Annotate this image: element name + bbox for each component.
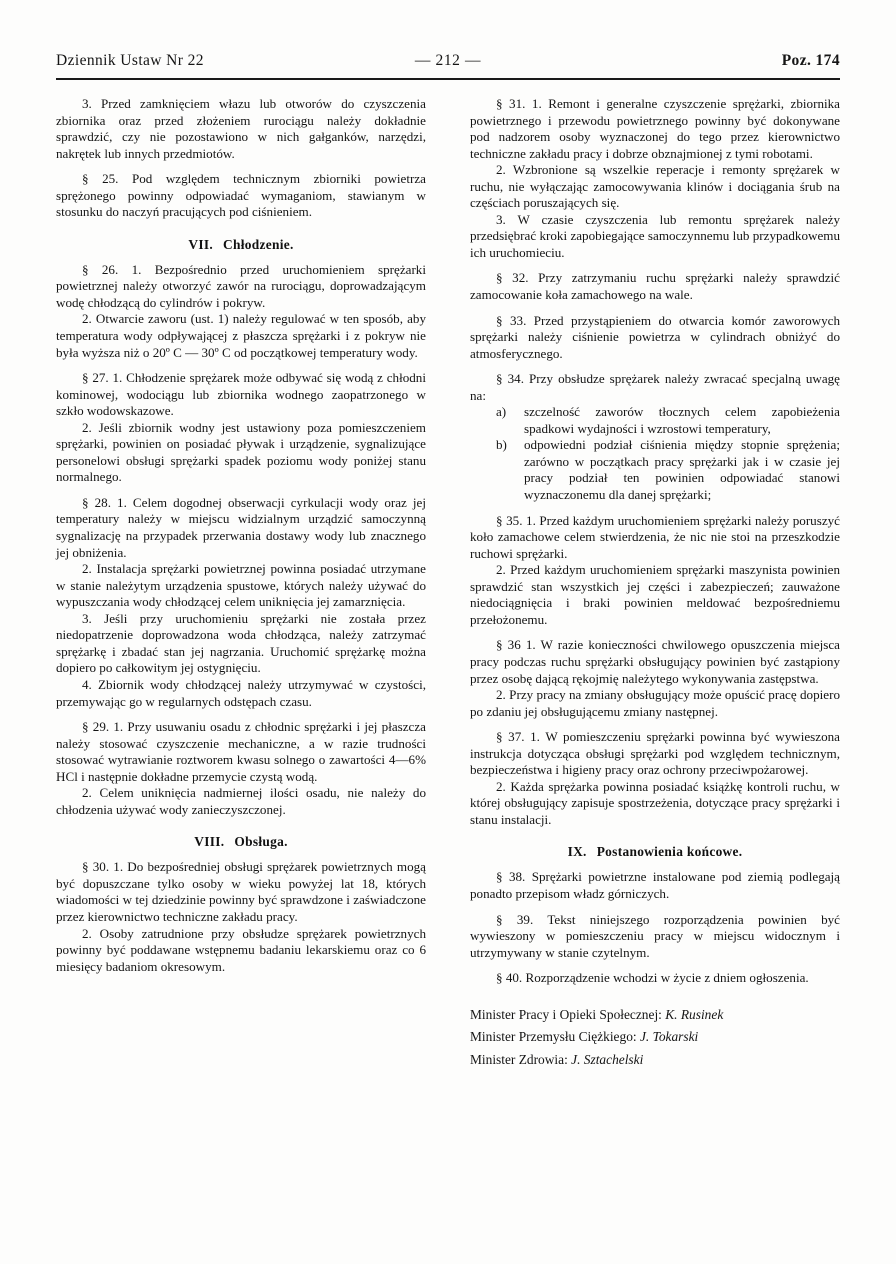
right-text-column: [470, 96, 840, 1071]
paragraph: § 28. 1. Celem dogodnej obserwacji cyrkulacji wody oraz jej temperatury należy w miejscu widzialnym urządzić samoczynną sygnalizację na przypadek przerwania dostawy wody lub znacznego jej obniżenia.: [56, 494, 426, 560]
gazette-title: Dziennik Ustaw Nr 22: [56, 52, 204, 69]
paragraph: § 39. Tekst niniejszego rozporządzenia powinien być wywieszony w pomieszczeniu pracy w miejscu widocznym i utrzymywany w stanie czytelnym.: [470, 911, 840, 960]
section-numeral: VIII.: [194, 834, 225, 850]
paragraph: 2. Instalacja sprężarki powietrznej powinna posiadać utrzymane w stanie należytym urządzenia spustowe, których należy używać do wypuszczania wody chłodzącej celem uniknięcia jej zamarznięcia.: [56, 561, 426, 610]
section-heading: [56, 833, 426, 850]
list-item: [496, 404, 840, 437]
paragraph: § 26. 1. Bezpośrednio przed uruchomieniem sprężarki powietrznej należy otworzyć zawór na rurociągu, doprowadzającym wodę chłodzącą do cylindrów i pokryw.: [56, 261, 426, 310]
list-item-text: odpowiedni podział ciśnienia między stopnie sprężenia; zarówno w początkach pracy sprężarki jak i w czasie jej pracy podział ten powinien odpowiadać stanowi wyznaczonemu dla danej sprężarki;: [524, 437, 840, 503]
header-divider-rule: [56, 78, 840, 80]
section-title: Obsługa.: [234, 834, 288, 850]
paragraph: 3. Przed zamknięciem włazu lub otworów do czyszczenia zbiornika oraz przed złożeniem rurociągu należy dokładnie sprawdzić, czy nie pozostawiono w nich gałganków, narzędzi, nakrętek lub innych przedmiotów.: [56, 96, 426, 161]
paragraph: § 25. Pod względem technicznym zbiorniki powietrza sprężonego powinny odpowiadać wymaganiom, stawianym w stosunku do naczyń pracujących pod ciśnieniem.: [56, 171, 426, 220]
body-columns: [56, 96, 840, 1071]
item-reference: Poz. 174: [781, 52, 840, 69]
minister-office: Minister Pracy i Opieki Społecznej:: [470, 1006, 662, 1022]
section-numeral: VII.: [188, 236, 213, 252]
section-numeral: IX.: [567, 844, 587, 860]
section-heading: [470, 843, 840, 860]
paragraph: 2. Każda sprężarka powinna posiadać książkę kontroli ruchu, w której obsługujący zapisuje spostrzeżenia, dotyczące pracy sprężarki i stanu instalacji.: [470, 778, 840, 827]
paragraph: § 30. 1. Do bezpośredniej obsługi sprężarek powietrznych mogą być dopuszczane tylko osoby w wieku powyżej lat 18, których wiadomości w tej dziedzinie powinny być sprawdzone i zaświadczone przez kierownictwo techniczne zakładu pracy.: [56, 859, 426, 924]
paragraph: § 29. 1. Przy usuwaniu osadu z chłodnic sprężarki i jej płaszcza należy stosować czyszczenie mechaniczne, a w razie trudności stosować wytrawianie roztworem kwasu solnego o zawartości 4—6% HCl i następnie dokładne przemycie czystą wodą.: [56, 719, 426, 784]
minister-name: J. Tokarski: [639, 1029, 699, 1045]
minister-office: Minister Zdrowia:: [470, 1051, 568, 1067]
minister-name: J. Sztachelski: [571, 1051, 644, 1067]
paragraph: 4. Zbiornik wody chłodzącej należy utrzymywać w czystości, przemywając go w regularnych odstępach czasu.: [56, 676, 426, 709]
paragraph: § 33. Przed przystąpieniem do otwarcia komór zaworowych sprężarki należy ciśnienie powietrza w cylindrach obniżyć do atmosferycznego.: [470, 312, 840, 361]
signature-line: [470, 1049, 840, 1072]
page-number: — 212 —: [414, 52, 482, 69]
paragraph: 2. Osoby zatrudnione przy obsłudze sprężarek powietrznych powinny być poddawane wstępnemu badaniu lekarskiemu oraz co 6 miesięcy badaniom okresowym.: [56, 925, 426, 974]
paragraph: § 34. Przy obsłudze sprężarek należy zwracać specjalną uwagę na:: [470, 371, 840, 403]
paragraph: 3. Jeśli przy uruchomieniu sprężarki nie została przez niedopatrzenie doprowadzona woda chłodząca, należy zatrzymać sprężarkę i zbadać stan jej nagrzania. Uruchomić sprężarkę można dopiero po całkowitym jej ostygnięciu.: [56, 610, 426, 676]
paragraph: § 40. Rozporządzenie wchodzi w życie z dniem ogłoszenia.: [496, 970, 809, 986]
section-title: Postanowienia końcowe.: [596, 844, 743, 860]
running-head: [56, 48, 840, 70]
section-title: Chłodzenie.: [223, 236, 294, 252]
paragraph: § 27. 1. Chłodzenie sprężarek może odbywać się wodą z chłodni kominowej, wodociągu lub zbiornika wodnego zaopatrzonego w szkło wodowskazowe.: [56, 370, 426, 419]
paragraph: § 38. Sprężarki powietrzne instalowane pod ziemią podlegają ponadto przepisom władz górniczych.: [470, 869, 840, 901]
list-item: [496, 437, 840, 503]
list-item-text: szczelność zaworów tłocznych celem zapobieżenia spadkowi wydajności i wzrostowi temperatury,: [524, 404, 840, 436]
list-item-marker: b): [496, 437, 507, 453]
paragraph: § 35. 1. Przed każdym uruchomieniem sprężarki należy poruszyć koło zamachowe celem stwierdzenia, że nic nie stoi na przeszkodzie ruchowi sprężarki.: [470, 512, 840, 561]
lettered-sublist: [470, 404, 840, 503]
signature-block: [470, 1004, 840, 1072]
paragraph: 2. Otwarcie zaworu (ust. 1) należy regulować w ten sposób, aby temperatura wody odpływającej z płaszcza sprężarki i z pokryw nie była wyższa niż o 20º C — 30º C od początkowej temperatury wody.: [56, 311, 426, 360]
paragraph: § 36 1. W razie konieczności chwilowego opuszczenia miejsca pracy podczas ruchu sprężarki obsługujący powinien być zastąpiony przez osobę dającą rękojmię należytego wykonywania zastępstwa.: [470, 637, 840, 686]
left-text-column: [56, 96, 426, 1071]
paragraph: § 31. 1. Remont i generalne czyszczenie sprężarki, zbiornika powietrznego i przewodu powietrznego powinny być dokonywane pod nadzorem osoby wyznaczonej do tego przez kierownictwo techniczne zakładu pracy i dobrze obznajmionej z tymi robotami.: [470, 96, 840, 161]
paragraph: 3. W czasie czyszczenia lub remontu sprężarek należy przedsiębrać kroki zapobiegające samoczynnemu lub przypadkowemu ich uruchomieciu.: [470, 211, 840, 260]
paragraph: 2. Wzbronione są wszelkie reperacje i remonty sprężarek w ruchu, nie wyłączając zamocowywania klinów i dociągania śrub na częściach poruszających się.: [470, 162, 840, 211]
paragraph: 2. Jeśli zbiornik wodny jest ustawiony poza pomieszczeniem sprężarki, powinien on posiadać pływak i urządzenie, sygnalizujące personelowi obsługi sprężarki spadek poziomu wody poniżej stanu normalnego.: [56, 419, 426, 485]
paragraph: 2. Przed każdym uruchomieniem sprężarki maszynista powinien sprawdzić stan wszystkich jej części i zabezpieczeń; zauważone niedociągnięcia i braki powinien meldować bezpośredniemu przełożonemu.: [470, 562, 840, 627]
signature-line: [470, 1004, 840, 1027]
paragraph: § 32. Przy zatrzymaniu ruchu sprężarki należy sprawdzić zamocowanie koła zamachowego na wale.: [470, 270, 840, 303]
paragraph: § 37. 1. W pomieszczeniu sprężarki powinna być wywieszona instrukcja dotycząca obsługi sprężarki pod względem technicznym, bezpieczeństwa i higieny pracy oraz ochrony przeciwpożarowej.: [470, 729, 840, 778]
signature-line: [470, 1026, 840, 1049]
paragraph: 2. Celem uniknięcia nadmiernej ilości osadu, nie należy do chłodzenia używać wody zanieczyszczonej.: [56, 785, 426, 817]
minister-name: K. Rusinek: [665, 1006, 724, 1022]
list-item-marker: a): [496, 404, 507, 420]
minister-office: Minister Przemysłu Ciężkiego:: [470, 1029, 637, 1045]
paragraph: 2. Przy pracy na zmiany obsługujący może opuścić pracę dopiero po zdaniu jej obsługującemu zmiany następnej.: [470, 687, 840, 719]
section-heading: [56, 236, 426, 253]
